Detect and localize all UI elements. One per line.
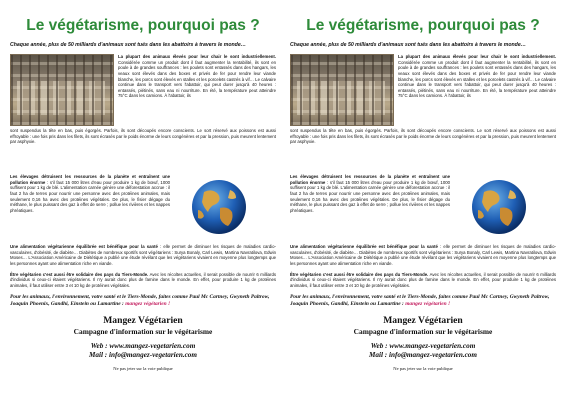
block1-text-a: Considérée comme un produit dont il faut augmenter la rentabilité, ils sont en poule à de grandes souffrances : les poulets sont entassés dans des hangars, les veaux sont élevés dans des boxes et privés de fer pour rendre leur viande blanche, les porcs sont élevés en stalles et les porcelets castrés à vif… Le calvaire continue dans le transport vers l'abattoir, qui peut durer jusqu'à 40 heures : entassés, piétinés, sans eau ni nourriture. En été, la température peut atteindre 75°C dans les camions. À l'abattoir, ils [398, 59, 556, 99]
footer-note: Ne pas jeter sur la voie publique [393, 366, 453, 372]
org-name: Mangez Végétarien [103, 315, 183, 327]
footer-note: Ne pas jeter sur la voie publique [113, 366, 173, 372]
block-environment [10, 174, 276, 240]
block4-heading: Être végétarien c'est aussi être solidaire des pays du Tiers-Monde. [290, 271, 429, 277]
caged-animals-photo [290, 54, 394, 126]
flyer-left [10, 0, 276, 400]
block-industrial-farming [290, 54, 556, 168]
block3-text: : elle permet de diminuer les risques de maladies cardio-vasculaires, d'obésité, de diabète… Diabètes de nombreux sportifs sont végétariens : Surya Bonaly, Carl Lewis, Martina Navratilova, Edwin Moses… L'Association Américaine de Diététique a publié une étude révélant que les végétariens vivaient en moyenne plus longtemps que les personnes ayant une alimentation riche en viande. [290, 244, 556, 266]
flyer-intro: Chaque année, plus de 50 milliards d'animaux sont tués dans les abattoirs à travers le monde… [10, 42, 246, 48]
flyer-title: Le végétarisme, pourquoi pas ? [306, 17, 540, 34]
block2-heading: Les élevages détruisent les ressources de la planète et entraînent une pollution énorme [10, 174, 170, 185]
closing-highlight: mangez végétarien ! [405, 300, 451, 307]
flyer-right [290, 0, 556, 400]
flyer-title: Le végétarisme, pourquoi pas ? [26, 17, 260, 34]
org-tagline: Campagne d'information sur le végétarisme [353, 327, 493, 337]
web-link[interactable]: Web : www.mangez-vegetarien.com [90, 342, 196, 351]
block1-text-a: Considérée comme un produit dont il faut augmenter la rentabilité, ils sont en poule à de grandes souffrances : les poulets sont entassés dans des hangars, les veaux sont élevés dans des boxes et privés de fer pour rendre leur viande blanche, les porcs sont élevés en stalles et les porcelets castrés à vif… Le calvaire continue dans le transport vers l'abattoir, qui peut durer jusqu'à 40 heures : entassés, piétinés, sans eau ni nourriture. En été, la température peut atteindre 75°C dans les camions. À l'abattoir, ils [118, 59, 276, 99]
closing-text: Pour les animaux, l'environnement, votre santé et le Tiers-Monde, faites comme Paul Mc Cartney, Gwyneth Paltrow, Joaquin Phoenix, Gandhi, Einstein ou Lamartine : [10, 294, 270, 307]
org-tagline: Campagne d'information sur le végétarisme [73, 327, 213, 337]
web-link[interactable]: Web : www.mangez-vegetarien.com [370, 342, 476, 351]
org-name: Mangez Végétarien [383, 315, 463, 327]
block3-heading: Une alimentation végétarienne équilibrée est bénéfique pour la santé [10, 244, 158, 250]
block4-text: Avec les récoltes actuelles, il serait possible de nourrir 6 milliards d'individus si ceux-ci étaient végétariens. Il n'y aurait donc plus de famine dans le monde. En effet, pour produire 1 kg de protéines animales, il faut utiliser entre 3 et 10 kg de protéines végétales. [290, 271, 556, 288]
block1-heading: La plupart des animaux élevés pour leur chair le sont industriellement. [118, 54, 276, 60]
block1-heading: La plupart des animaux élevés pour leur chair le sont industriellement. [398, 54, 556, 60]
block-environment [290, 174, 556, 240]
block1-text-b: sont suspendus la tête en bas, puis égorgés. Parfois, ils sont découpés encore conscients. Le sort réservé aux poissons est aussi effroyable : une fois pris dans les filets, ils sont écrasés par le poids énorme de leurs congénères et par la pression, puis meurent lentement par asphyxie. [10, 128, 276, 145]
closing-highlight: mangez végétarien ! [125, 300, 171, 307]
closing-text: Pour les animaux, l'environnement, votre santé et le Tiers-Monde, faites comme Paul Mc Cartney, Gwyneth Paltrow, Joaquin Phoenix, Gandhi, Einstein ou Lamartine : [290, 294, 550, 307]
caged-animals-photo [10, 54, 114, 126]
block2-text: : s'il faut 15 000 litres d'eau pour produire 1 kg de bœuf, 1000 suffisent pour 1 kg de blé. L'alimentation carnée génère une déforestation accrue : il faut 2 ha de terres pour nourrir une personne avec des protéines animales, mais seulement 0,16 ha avec des protéines végétales. De plus, le fisier dégage du méthane, le plus puissant des gaz à effet de serre ; pollue les rivières et les nappes phréatiques. [290, 179, 450, 213]
block4-text: Avec les récoltes actuelles, il serait possible de nourrir 6 milliards d'individus si ceux-ci étaient végétariens. Il n'y aurait donc plus de famine dans le monde. En effet, pour produire 1 kg de protéines animales, il faut utiliser entre 3 et 10 kg de protéines végétales. [10, 271, 276, 288]
earth-globe-icon [466, 178, 532, 236]
flyer-intro: Chaque année, plus de 50 milliards d'animaux sont tués dans les abattoirs à travers le monde… [290, 42, 526, 48]
mail-link[interactable]: Mail : info@mangez-vegetarien.com [89, 351, 197, 360]
earth-globe-icon [186, 178, 252, 236]
block2-heading: Les élevages détruisent les ressources de la planète et entraînent une pollution énorme [290, 174, 450, 185]
block1-text-b: sont suspendus la tête en bas, puis égorgés. Parfois, ils sont découpés encore conscients. Le sort réservé aux poissons est aussi effroyable : une fois pris dans les filets, ils sont écrasés par le poids énorme de leurs congénères et par la pression, puis meurent lentement par asphyxie. [290, 128, 556, 145]
block-industrial-farming [10, 54, 276, 168]
block3-heading: Une alimentation végétarienne équilibrée est bénéfique pour la santé [290, 244, 438, 250]
block2-text: : s'il faut 15 000 litres d'eau pour produire 1 kg de bœuf, 1000 suffisent pour 1 kg de blé. L'alimentation carnée génère une déforestation accrue : il faut 2 ha de terres pour nourrir une personne avec des protéines animales, mais seulement 0,16 ha avec des protéines végétales. De plus, le fisier dégage du méthane, le plus puissant des gaz à effet de serre ; pollue les rivières et les nappes phréatiques. [10, 179, 170, 213]
block4-heading: Être végétarien c'est aussi être solidaire des pays du Tiers-Monde. [10, 271, 149, 277]
block3-text: : elle permet de diminuer les risques de maladies cardio-vasculaires, d'obésité, de diabète… Diabètes de nombreux sportifs sont végétariens : Surya Bonaly, Carl Lewis, Martina Navratilova, Edwin Moses… L'Association Américaine de Diététique a publié une étude révélant que les végétariens vivaient en moyenne plus longtemps que les personnes ayant une alimentation riche en viande. [10, 244, 276, 266]
mail-link[interactable]: Mail : info@mangez-vegetarien.com [369, 351, 477, 360]
